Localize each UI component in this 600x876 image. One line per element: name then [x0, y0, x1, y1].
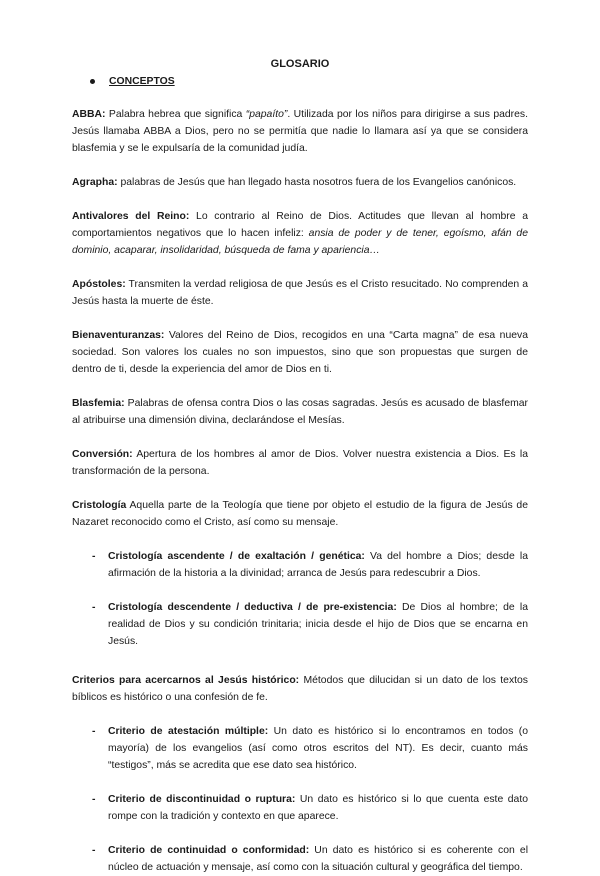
- entry-term: Conversión:: [72, 449, 133, 460]
- sub-entry-term: Cristología ascendente / de exaltación / genética:: [108, 551, 365, 562]
- document-title: GLOSARIO: [270, 58, 330, 70]
- entry-abba: [72, 106, 528, 157]
- entry-cristologia: [72, 497, 528, 531]
- dash-marker: -: [92, 794, 96, 805]
- entry-term: Cristología: [72, 500, 127, 511]
- entry-term: Agrapha:: [72, 177, 118, 188]
- entry-text: Lo contrario al Reino de Dios. Actitudes que llevan al hombre a comportamientos negativos que lo hacen infeliz:: [72, 211, 529, 239]
- sub-entry-cristologia-descendente: [92, 599, 528, 650]
- entry-text: Palabras de ofensa contra Dios o las cosas sagradas. Jesús es acusado de blasfemar al atribuirse una dimensión divina, declarándose el Mesías.: [72, 398, 528, 426]
- entry-apostoles: [72, 276, 528, 310]
- dash-marker: -: [92, 602, 96, 613]
- sub-entry-cristologia-ascendente: [92, 548, 528, 582]
- sub-entry-term: Criterio de discontinuidad o ruptura:: [108, 794, 296, 805]
- sub-entry-term: Criterio de continuidad o conformidad:: [108, 845, 310, 856]
- sub-entry-discontinuidad: [92, 791, 528, 825]
- sub-entry-term: Criterio de atestación múltiple:: [108, 726, 269, 737]
- sub-entry-body: [108, 599, 528, 650]
- entry-term: Blasfemia:: [72, 398, 125, 409]
- entry-agrapha: [72, 174, 528, 191]
- entry-text: Valores del Reino de Dios, recogidos en una “Carta magna” de esa nueva sociedad. Son valores los cuales no son impuestos, sino que son propuestas que surgen de dentro de ti, desde la experiencia del amor de Dios en ti.: [72, 330, 528, 375]
- sub-entry-text: Un dato es histórico si es coherente con el núcleo de actuación y mensaje, así como con la situación cultural y geográfica del tiempo.: [108, 845, 529, 873]
- entry-italic: ansia de poder y de tener, egoísmo, afán de dominio, acaparar, insolidaridad, búsqueda de fama y apariencia…: [72, 228, 528, 256]
- entry-term: Bienaventuranzas:: [72, 330, 165, 341]
- entry-text: Palabra hebrea que significa: [105, 109, 246, 120]
- sub-entry-atestacion-multiple: [92, 723, 528, 774]
- entry-text: palabras de Jesús que han llegado hasta nosotros fuera de los Evangelios canónicos.: [117, 177, 517, 188]
- dash-marker: -: [92, 551, 96, 562]
- sub-entry-text: De Dios al hombre; de la realidad de Dios y su condición trinitaria; inicia desde el hijo de Dios que se encarna en Jesús.: [108, 602, 528, 647]
- sub-entry-term: Cristología descendente / deductiva / de pre-existencia:: [108, 602, 397, 613]
- entry-antivalores: [72, 208, 528, 259]
- entry-term: Antivalores del Reino:: [72, 211, 190, 222]
- entry-blasfemia: [72, 395, 528, 429]
- section-heading: [90, 76, 528, 87]
- section-label: CONCEPTOS: [109, 76, 175, 87]
- dash-marker: -: [92, 726, 96, 737]
- sub-entry-body: [108, 723, 528, 774]
- dash-marker: -: [92, 845, 96, 856]
- sub-entry-body: [108, 548, 528, 582]
- sub-entry-body: [108, 842, 528, 876]
- entry-text: Apertura de los hombres al amor de Dios. Volver nuestra existencia a Dios. Es la transformación de la persona.: [72, 449, 528, 477]
- entry-bienaventuranzas: [72, 327, 528, 378]
- sub-entry-text: Va del hombre a Dios; desde la afirmación de la historia a la divinidad; arranca de Jesús para redescubrir a Dios.: [108, 551, 528, 579]
- entry-conversion: [72, 446, 528, 480]
- entry-term: ABBA:: [72, 109, 106, 120]
- entry-term: Apóstoles:: [72, 279, 126, 290]
- sub-entry-text: Un dato es histórico si lo encontramos en todos (o mayoría) de los evangelios (así como otros escritos del NT). Es decir, cuanto más “testigos”, más se acredita que ese dato sea histórico.: [108, 726, 528, 771]
- entry-text: Métodos que dilucidan si un dato de los textos bíblicos es histórico o una confesión de fe.: [72, 675, 528, 703]
- entry-term: Criterios para acercarnos al Jesús histórico:: [72, 675, 300, 686]
- bullet-icon: [90, 79, 95, 84]
- sub-entry-body: [108, 791, 528, 825]
- entry-criterios: [72, 672, 528, 706]
- entry-italic: “papaíto”: [245, 109, 288, 120]
- entry-text: Transmiten la verdad religiosa de que Jesús es el Cristo resucitado. No comprenden a Jesús hasta la muerte de éste.: [72, 279, 528, 307]
- entry-text: . Utilizada por los niños para dirigirse a sus padres. Jesús llamaba ABBA a Dios, pero no se permitía que nadie lo llamara así ya que se considera blasfemia y se le expulsaría de la comunidad judía.: [72, 109, 528, 154]
- sub-entry-text: Un dato es histórico si lo que cuenta este dato rompe con la tradición y contexto en que aparece.: [108, 794, 529, 822]
- entry-text: Aquella parte de la Teología que tiene por objeto el estudio de la figura de Jesús de Nazaret reconocido como el Cristo, así como su mensaje.: [72, 500, 528, 528]
- sub-entry-continuidad: [92, 842, 528, 876]
